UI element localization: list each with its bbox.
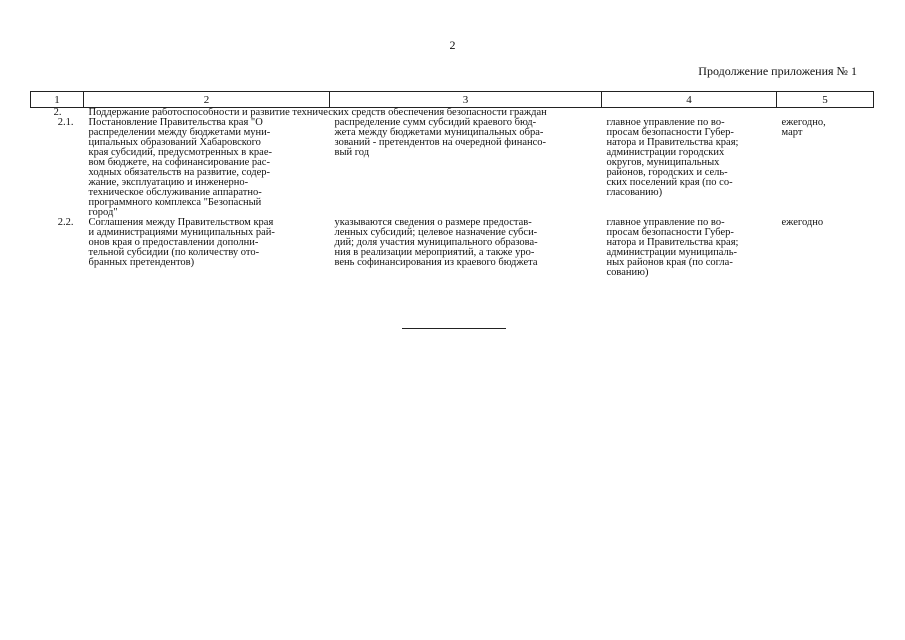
row-document: Соглашения между Правительством края и администрациями муниципальных рай- онов края о предоставлении дополни- тельной субсидии (по количеству ото- бранных претендентов) <box>88 217 275 268</box>
end-divider <box>402 328 506 329</box>
header-row <box>31 92 874 108</box>
row-content: указываются сведения о размере предостав- ленных субсидий; целевое назначение субси- дий; доля участия муниципального образова- ния в реализации мероприятий, а также уро- вень софинансирования из краевого бюджета <box>334 217 538 268</box>
header-col-4: 4 <box>602 92 777 108</box>
appendix-table <box>30 91 874 278</box>
table-row <box>31 118 874 218</box>
page-number: 2 <box>449 38 456 52</box>
row-number: 2.1. <box>57 117 74 128</box>
row-responsible: главное управление по во- просам безопасности Губер- натора и Правительства края; администрации муниципаль- ных районов края (по согла- сованию) <box>606 217 739 278</box>
header-col-1: 1 <box>31 92 84 108</box>
continuation-label: Продолжение приложения № 1 <box>698 64 857 78</box>
header-col-2: 2 <box>84 92 330 108</box>
header-col-5: 5 <box>777 92 874 108</box>
row-number: 2.2. <box>57 217 74 228</box>
row-document: Постановление Правительства края "О распределении между бюджетами муни- ципальных образований Хабаровского края субсидий, предусмотренных в крае- вом бюджете, на софинансирование рас- ходных обязательств на развитие, содер- жание, эксплуатацию и инженерно- техническое обслуживание аппаратно- программного комплекса "Безопасный город" <box>88 117 272 218</box>
row-responsible: главное управление по во- просам безопасности Губер- натора и Правительства края; администрации городских округов, муниципальных районов, городских и сель- ских поселений края (по со- гласованию) <box>606 117 739 198</box>
row-deadline: ежегодно <box>781 217 824 228</box>
header-col-3: 3 <box>330 92 602 108</box>
row-content: распределение сумм субсидий краевого бюд- жета между бюджетами муниципальных обра- зований - претендентов на очередной финансо- вый год <box>334 117 547 158</box>
section-number: 2. <box>53 107 62 118</box>
table-header <box>31 92 874 108</box>
row-deadline: ежегодно, март <box>781 117 826 138</box>
table-row <box>31 218 874 278</box>
section-title: Поддержание работоспособности и развитие технических средств обеспечения безопасности граждан <box>88 107 547 118</box>
